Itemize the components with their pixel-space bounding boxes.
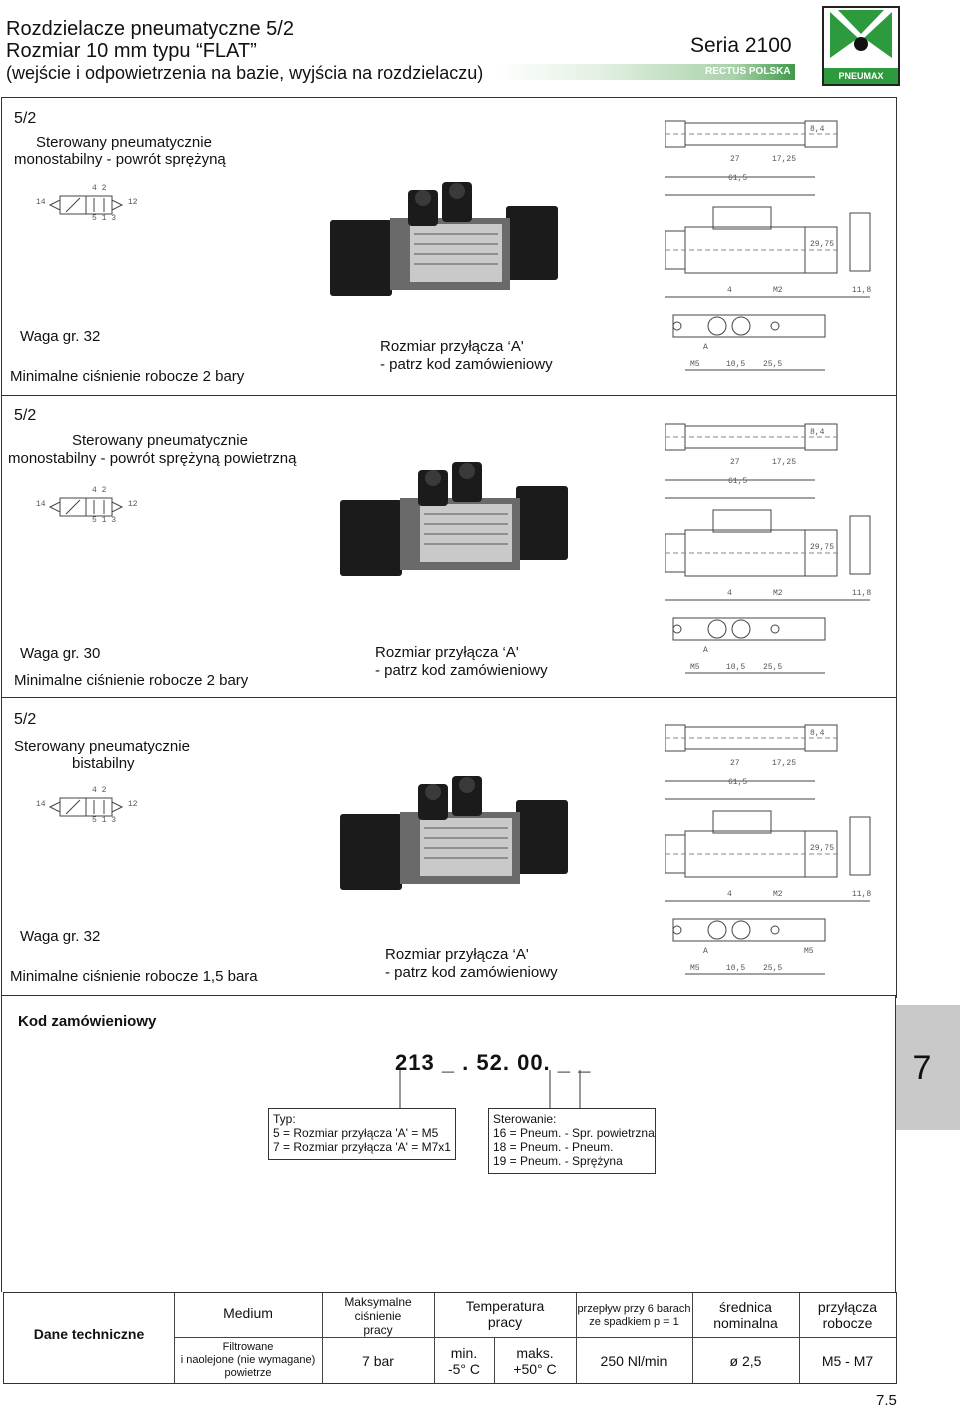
section-2-dim-255: 25,5 <box>763 964 783 973</box>
section-0-sym-top: 4 2 <box>92 184 107 193</box>
chapter-tab <box>896 1005 960 1130</box>
section-2-dim-m2: M2 <box>773 890 783 899</box>
divider-2 <box>1 697 896 698</box>
section-0-dim-4: 4 <box>727 286 732 295</box>
section-0-pressure: Minimalne ciśnienie robocze 2 bary <box>10 368 245 385</box>
control-line-3: 19 = Pneum. - Sprężyna <box>493 1154 623 1168</box>
section-1-dim-4: 4 <box>727 589 732 598</box>
section-1-desc2: monostabilny - powrót sprężyną powietrzną <box>8 450 297 467</box>
section-0-port-line2: - patrz kod zamówieniowy <box>380 356 553 373</box>
control-line-0: Sterowanie: <box>493 1112 557 1126</box>
pressure-h-0: Maksymalne <box>344 1295 412 1309</box>
section-0-dim-1725: 17,25 <box>772 155 797 164</box>
section-2-dim-4: 4 <box>727 890 732 899</box>
section-1-dim-1725: 17,25 <box>772 458 797 467</box>
section-0-desc2: monostabilny - powrót sprężyną <box>14 151 226 168</box>
medium-value <box>174 1341 322 1380</box>
type-line-1: 5 = Rozmiar przyłącza 'A' = M5 <box>273 1126 439 1140</box>
section-0-sym-right: 12 <box>128 198 138 207</box>
section-2-dim-m5b: M5 <box>804 947 814 956</box>
chapter-tab-number: 7 <box>912 1049 932 1087</box>
section-2-weight: Waga gr. 32 <box>20 928 101 945</box>
section-2-dim-1725: 17,25 <box>772 759 797 768</box>
flow-h-0: przepływ przy 6 barach <box>577 1303 691 1315</box>
section-2-desc2: bistabilny <box>72 755 135 772</box>
section-1-dim-615: 61,5 <box>728 477 748 486</box>
section-2-dim-2975: 29,75 <box>810 844 835 853</box>
section-0-valve-photo <box>330 178 560 298</box>
divider-1 <box>1 395 896 396</box>
diam-header <box>692 1299 799 1331</box>
tech-label: Dane techniczne <box>33 1326 145 1342</box>
section-0-dim-a: A <box>703 343 708 352</box>
temp-min <box>434 1345 494 1377</box>
section-2-dim-84: 8,4 <box>810 729 825 738</box>
type-line-0: Typ: <box>273 1112 296 1126</box>
section-2-sym-top: 4 2 <box>92 786 107 795</box>
medium-line-1: i naolejone (nie wymagane) <box>180 1354 316 1366</box>
flow-header <box>576 1303 692 1329</box>
section-1-valve-symbol <box>36 486 146 526</box>
order-title: Kod zamówieniowy <box>18 1013 157 1030</box>
section-0-weight: Waga gr. 32 <box>20 328 101 345</box>
header-title-line2: Rozmiar 10 mm typu “FLAT” <box>6 40 257 62</box>
order-code: 213 _ . 52. 00. _ _ <box>395 1050 592 1075</box>
section-2-code: 5/2 <box>14 711 37 728</box>
type-box <box>268 1108 456 1160</box>
section-1-sym-top: 4 2 <box>92 486 107 495</box>
pressure-h-2: pracy <box>363 1323 393 1337</box>
pressure-h-1: ciśnienie <box>354 1309 402 1323</box>
section-2-dim-615: 61,5 <box>728 778 748 787</box>
temp-h-1: pracy <box>487 1314 523 1330</box>
section-1-dim-118: 11,8 <box>852 589 872 598</box>
section-2-photo-icon <box>340 772 570 892</box>
section-0-dim-118: 11,8 <box>852 286 872 295</box>
section-0-dim-615: 61,5 <box>728 174 748 183</box>
section-1-photo-icon <box>340 458 570 578</box>
control-line-1: 16 = Pneum. - Spr. powietrzna <box>493 1126 655 1140</box>
series-label: Seria 2100 <box>690 34 792 57</box>
medium-header: Medium <box>223 1305 273 1321</box>
medium-line-2: powietrze <box>224 1367 272 1379</box>
section-0-dim-m5: M5 <box>690 360 700 369</box>
section-0-dim-255: 25,5 <box>763 360 783 369</box>
temp-max-value: +50° C <box>513 1361 557 1377</box>
ports-h-0: przyłącza <box>817 1299 878 1315</box>
tech-data-table <box>3 1292 897 1384</box>
header-title-line1: Rozdzielacze pneumatyczne 5/2 <box>6 18 294 40</box>
section-2-pressure: Minimalne ciśnienie robocze 1,5 bara <box>10 968 258 985</box>
company-label: RECTUS POLSKA <box>705 66 791 77</box>
header-title-line3: (wejście i odpowietrzenia na bazie, wyjścia na rozdzielaczu) <box>6 63 484 83</box>
type-line-2: 7 = Rozmiar przyłącza 'A' = M7x1 <box>273 1140 451 1154</box>
pressure-value: 7 bar <box>362 1353 394 1369</box>
section-1-dim-84: 8,4 <box>810 428 825 437</box>
section-1-dim-a: A <box>703 646 708 655</box>
section-2-dim-27: 27 <box>730 759 740 768</box>
section-0-sym-left: 14 <box>36 198 46 207</box>
section-1-dim-255: 25,5 <box>763 663 783 672</box>
temp-min-value: -5° C <box>447 1361 481 1377</box>
section-0-dim-2975: 29,75 <box>810 240 835 249</box>
logo-text: PNEUMAX <box>838 71 884 81</box>
section-1-pressure: Minimalne ciśnienie robocze 2 bary <box>14 672 249 689</box>
section-1-sym-bottom: 5 1 3 <box>92 516 117 525</box>
section-2-dim-a: A <box>703 947 708 956</box>
section-2-port-line1: Rozmiar przyłącza ‘A' <box>385 946 529 963</box>
section-2-sym-left: 14 <box>36 800 46 809</box>
section-2-dim-118: 11,8 <box>852 890 872 899</box>
pressure-header <box>322 1295 434 1337</box>
section-1-dim-105: 10,5 <box>726 663 746 672</box>
temp-h-0: Temperatura <box>465 1298 545 1314</box>
flow-h-1: ze spadkiem p = 1 <box>589 1316 679 1328</box>
divider-3 <box>1 995 896 996</box>
section-1-code: 5/2 <box>14 407 37 424</box>
section-1-dim-2975: 29,75 <box>810 543 835 552</box>
section-0-dim-105: 10,5 <box>726 360 746 369</box>
diam-value: ø 2,5 <box>729 1353 762 1369</box>
section-2-sym-right: 12 <box>128 800 138 809</box>
ports-h-1: robocze <box>822 1315 873 1331</box>
diam-h-1: nominalna <box>713 1315 778 1331</box>
section-1-sym-left: 14 <box>36 500 46 509</box>
section-0-dim-m2: M2 <box>773 286 783 295</box>
ports-value: M5 - M7 <box>821 1353 874 1369</box>
section-0-valve-symbol <box>36 184 146 224</box>
section-1-port-line2: - patrz kod zamówieniowy <box>375 662 548 679</box>
temp-header <box>434 1298 576 1330</box>
flow-value: 250 Nl/min <box>600 1353 668 1369</box>
section-0-code: 5/2 <box>14 110 37 127</box>
section-0-photo-icon <box>330 178 560 298</box>
section-2-sym-bottom: 5 1 3 <box>92 816 117 825</box>
page-number: 7.5 <box>876 1392 897 1409</box>
section-1-dim-27: 27 <box>730 458 740 467</box>
section-0-dim-84: 8,4 <box>810 125 825 134</box>
section-2-valve-photo <box>340 772 570 892</box>
temp-min-label: min. <box>450 1345 478 1361</box>
section-0-sym-bottom: 5 1 3 <box>92 214 117 223</box>
section-1-weight: Waga gr. 30 <box>20 645 101 662</box>
section-1-dim-m2: M2 <box>773 589 783 598</box>
temp-max <box>494 1345 576 1377</box>
section-0-dim-27: 27 <box>730 155 740 164</box>
section-2-dim-105: 10,5 <box>726 964 746 973</box>
section-1-dim-m5: M5 <box>690 663 700 672</box>
section-2-port-line2: - patrz kod zamówieniowy <box>385 964 558 981</box>
medium-line-0: Filtrowane <box>222 1341 274 1353</box>
order-left-border <box>1 995 2 1292</box>
ports-header <box>799 1299 896 1331</box>
section-1-valve-photo <box>340 458 570 578</box>
section-2-valve-symbol <box>36 786 146 826</box>
section-1-sym-right: 12 <box>128 500 138 509</box>
temp-max-label: maks. <box>516 1345 554 1361</box>
section-2-dim-m5: M5 <box>690 964 700 973</box>
control-line-2: 18 = Pneum. - Pneum. <box>493 1140 614 1154</box>
pneumax-logo <box>822 6 900 86</box>
control-box <box>488 1108 656 1174</box>
section-1-port-line1: Rozmiar przyłącza ‘A' <box>375 644 519 661</box>
section-2-desc1: Sterowany pneumatycznie <box>14 738 190 755</box>
diam-h-0: średnica <box>719 1299 772 1315</box>
section-1-desc1: Sterowany pneumatycznie <box>72 432 248 449</box>
section-0-desc1: Sterowany pneumatycznie <box>36 134 212 151</box>
section-0-port-line1: Rozmiar przyłącza ‘A' <box>380 338 524 355</box>
